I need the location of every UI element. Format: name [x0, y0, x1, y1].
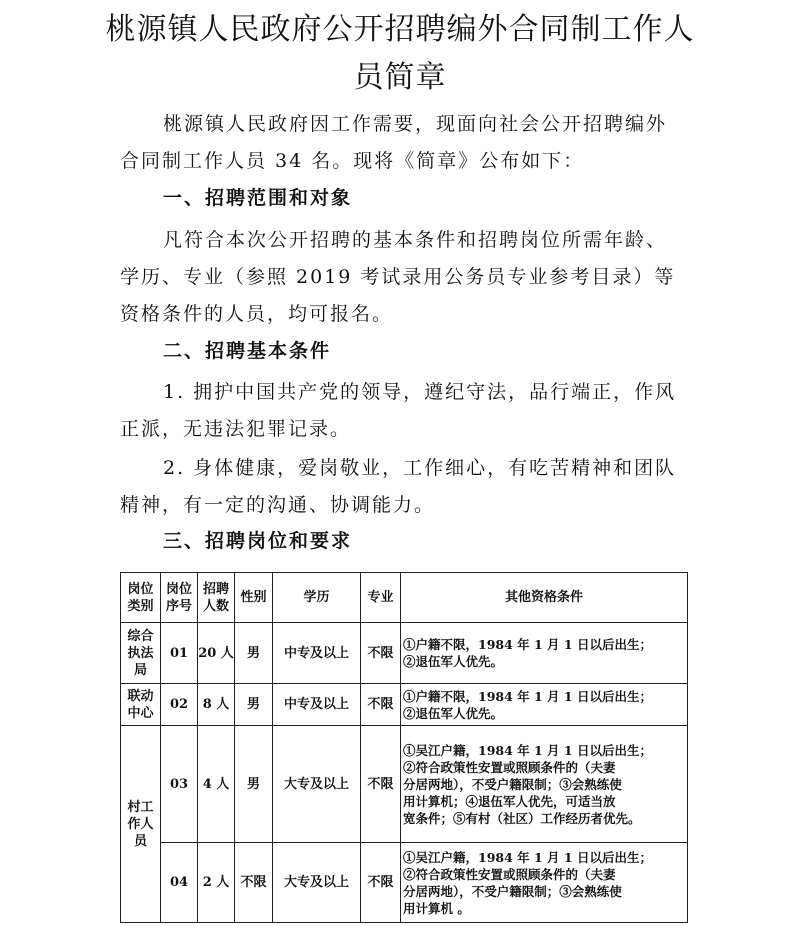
cell-gender: 男 — [235, 684, 273, 726]
cell-other: ①户籍不限，1984 年 1 月 1 日以后出生； ②退伍军人优先。 — [401, 623, 688, 684]
cell-major: 不限 — [361, 623, 401, 684]
cell-count: 4 人 — [198, 726, 235, 843]
header-gender: 性别 — [235, 573, 273, 623]
cell-other: ①户籍不限，1984 年 1 月 1 日以后出生； ②退伍军人优先。 — [401, 684, 688, 726]
intro-paragraph — [120, 106, 680, 180]
cell-count: 2 人 — [198, 843, 235, 923]
section-heading-3: 三、招聘岗位和要求 — [163, 530, 353, 552]
table-row — [121, 843, 688, 923]
cell-major: 不限 — [361, 726, 401, 843]
cell-category: 村工 作人 员 — [121, 726, 161, 923]
header-major: 专业 — [361, 573, 401, 623]
cell-count: 20 人 — [198, 623, 235, 684]
section-heading-2: 二、招聘基本条件 — [163, 340, 332, 362]
condition-2-paragraph — [120, 450, 680, 524]
cell-category: 联动 中心 — [121, 684, 161, 726]
scope-line-3: 资格条件的人员，均可报名。 — [120, 303, 394, 325]
cell-gender: 男 — [235, 623, 273, 684]
table-row — [121, 684, 688, 726]
cell-seq: 02 — [161, 684, 198, 726]
header-other: 其他资格条件 — [401, 573, 688, 623]
cell-gender: 男 — [235, 726, 273, 843]
condition-2-line-2: 精神，有一定的沟通、协调能力。 — [120, 494, 436, 516]
cell-count: 8 人 — [198, 684, 235, 726]
cell-education: 中专及以上 — [273, 623, 361, 684]
cell-seq: 03 — [161, 726, 198, 843]
scope-line-1: 凡符合本次公开招聘的基本条件和招聘岗位所需年龄、 — [163, 229, 668, 251]
condition-1-line-1: 1. 拥护中国共产党的领导，遵纪守法，品行端正，作风 — [163, 381, 677, 403]
cell-other: ①吴江户籍，1984 年 1 月 1 日以后出生； ②符合政策性安置或照顾条件的（夫妻 分居两地），不受户籍限制；③会熟练使 用计算机 。 — [401, 843, 688, 923]
cell-education: 中专及以上 — [273, 684, 361, 726]
cell-major: 不限 — [361, 843, 401, 923]
scope-line-2: 学历、专业（参照 2019 考试录用公务员专业参考目录）等 — [120, 266, 676, 288]
intro-line-1: 桃源镇人民政府因工作需要，现面向社会公开招聘编外 — [163, 113, 668, 135]
header-category: 岗位 类别 — [121, 573, 161, 623]
positions-table — [120, 572, 688, 923]
cell-education: 大专及以上 — [273, 843, 361, 923]
intro-line-2: 合同制工作人员 34 名。现将《简章》公布如下： — [120, 150, 585, 172]
cell-gender: 不限 — [235, 843, 273, 923]
table-row — [121, 623, 688, 684]
title-line-2: 员简章 — [353, 60, 447, 95]
cell-other: ①吴江户籍，1984 年 1 月 1 日以后出生； ②符合政策性安置或照顾条件的（夫妻 分居两地），不受户籍限制；③会熟练使 用计算机；④退伍军人优先，可适当放 宽条件；⑤有村（社区）工作经历者优先。 — [401, 726, 688, 843]
scope-paragraph — [120, 222, 680, 333]
cell-seq: 01 — [161, 623, 198, 684]
condition-1-paragraph — [120, 374, 680, 448]
cell-education: 大专及以上 — [273, 726, 361, 843]
cell-major: 不限 — [361, 684, 401, 726]
table-row — [121, 726, 688, 843]
header-seq: 岗位 序号 — [161, 573, 198, 623]
cell-category: 综合 执法 局 — [121, 623, 161, 684]
section-heading-1: 一、招聘范围和对象 — [163, 187, 353, 209]
document-title — [60, 6, 740, 102]
title-line-1: 桃源镇人民政府公开招聘编外合同制工作人 — [105, 12, 695, 47]
condition-1-line-2: 正派，无违法犯罪记录。 — [120, 418, 352, 440]
condition-2-line-1: 2. 身体健康，爱岗敬业，工作细心，有吃苦精神和团队 — [163, 457, 677, 479]
table-header-row — [121, 573, 688, 623]
header-count: 招聘 人数 — [198, 573, 235, 623]
header-education: 学历 — [273, 573, 361, 623]
cell-seq: 04 — [161, 843, 198, 923]
